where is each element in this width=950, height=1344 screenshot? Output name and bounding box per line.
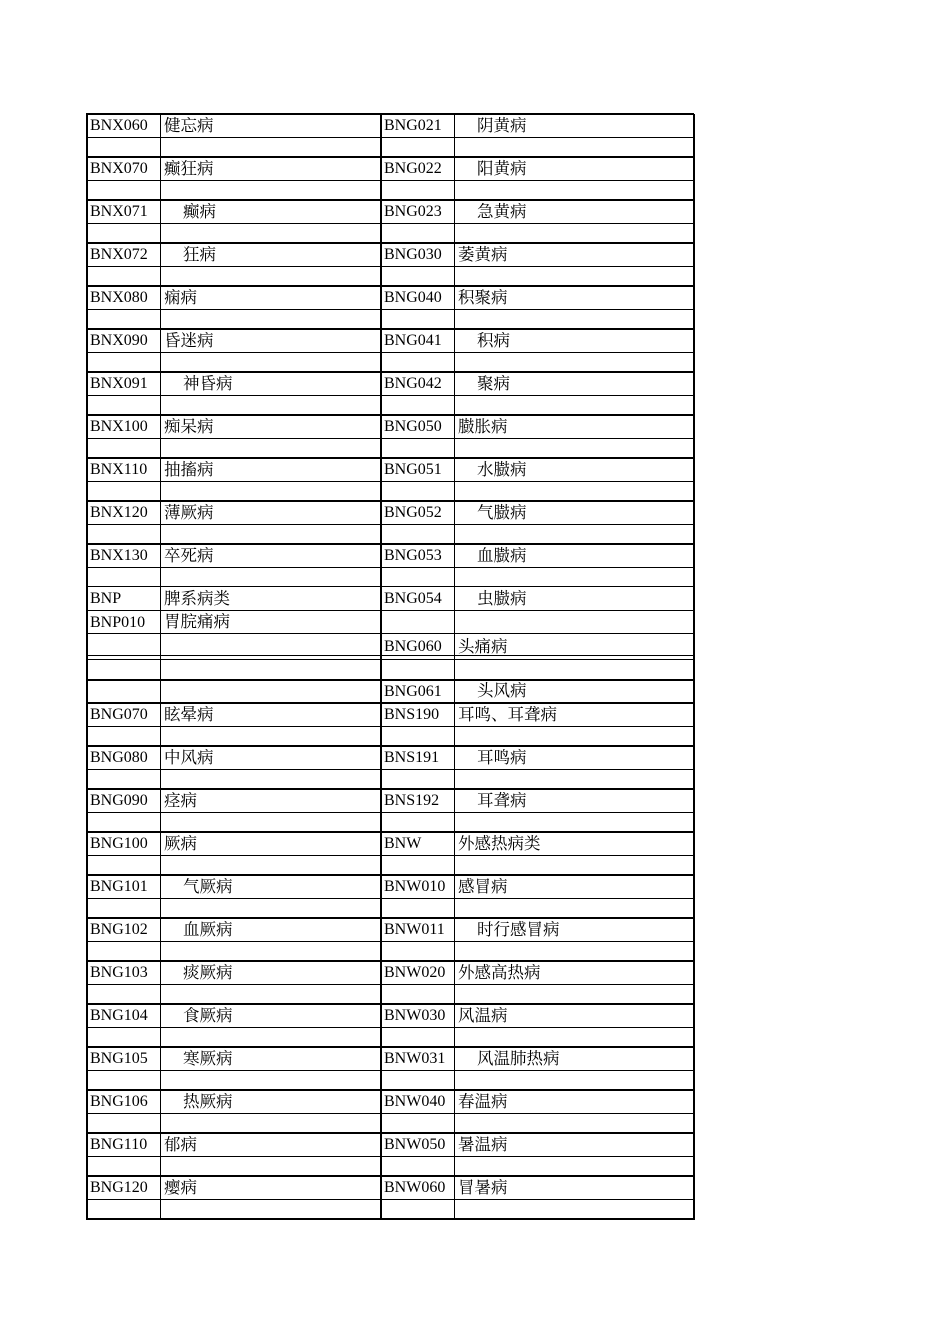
right-code-cell: BNW031 — [384, 1050, 446, 1067]
left-name-cell: 卒死病 — [164, 545, 214, 565]
right-name-cell: 阴黄病 — [477, 115, 527, 135]
left-name-cell: 血厥病 — [183, 919, 233, 939]
right-name-cell: 耳聋病 — [477, 790, 527, 810]
right-code-cell: BNG053 — [384, 547, 442, 564]
right-code-cell: BNW050 — [384, 1136, 446, 1153]
left-name-cell: 痫病 — [164, 287, 197, 307]
right-name-cell — [454, 611, 694, 634]
left-code-cell: BNG080 — [90, 749, 148, 766]
left-name-cell: 胃脘痛病 — [164, 612, 230, 632]
left-name-cell: 健忘病 — [164, 115, 214, 135]
right-name-cell: 外感高热病 — [458, 962, 541, 982]
left-code-cell: BNG103 — [90, 964, 148, 981]
left-code-cell: BNG090 — [90, 792, 148, 809]
left-name-cell: 痰厥病 — [183, 962, 233, 982]
right-name-cell: 臌胀病 — [458, 416, 508, 436]
left-code-cell: BNG120 — [90, 1179, 148, 1196]
left-code-cell: BNX070 — [90, 160, 148, 177]
left-name-cell: 脾系病类 — [164, 588, 230, 608]
right-name-cell: 时行感冒病 — [477, 919, 560, 939]
right-code-cell: BNG041 — [384, 332, 442, 349]
right-code-cell: BNW020 — [384, 964, 446, 981]
left-name-cell — [160, 656, 380, 680]
left-name-cell: 眩晕病 — [164, 704, 214, 724]
right-name-cell: 耳鸣病 — [477, 747, 527, 767]
left-name-cell: 瘿病 — [164, 1177, 197, 1197]
right-code-cell: BNG051 — [384, 461, 442, 478]
right-code-cell: BNS192 — [384, 792, 440, 809]
right-code-cell: BNG030 — [384, 246, 442, 263]
left-code-cell: BNG106 — [90, 1093, 148, 1110]
right-name-cell: 冒暑病 — [458, 1177, 508, 1197]
left-code-cell: BNG104 — [90, 1007, 148, 1024]
left-name-cell: 昏迷病 — [164, 330, 214, 350]
left-name-cell: 癫病 — [183, 201, 216, 221]
right-name-cell: 风温肺热病 — [477, 1048, 560, 1068]
right-code-cell: BNG061 — [384, 682, 442, 700]
disease-code-table — [86, 114, 694, 1220]
left-code-cell: BNG102 — [90, 921, 148, 938]
left-code-cell: BNX071 — [90, 203, 148, 220]
left-code-cell — [86, 656, 160, 680]
right-code-cell: BNG054 — [384, 590, 442, 607]
left-code-cell: BNX130 — [90, 547, 148, 564]
right-name-cell: 头痛病 — [458, 636, 508, 656]
right-name-cell: 春温病 — [458, 1091, 508, 1111]
left-name-cell — [160, 634, 380, 656]
right-code-cell: BNW030 — [384, 1007, 446, 1024]
left-name-cell: 中风病 — [164, 747, 214, 767]
right-name-cell: 虫臌病 — [477, 588, 527, 608]
left-code-cell: BNG070 — [90, 706, 148, 723]
left-name-cell: 郁病 — [164, 1134, 197, 1154]
left-name-cell: 癫狂病 — [164, 158, 214, 178]
left-code-cell: BNX080 — [90, 289, 148, 306]
left-code-cell — [86, 634, 160, 656]
right-code-cell: BNS191 — [384, 749, 440, 766]
right-name-cell: 阳黄病 — [477, 158, 527, 178]
left-name-cell: 热厥病 — [183, 1091, 233, 1111]
left-name-cell: 神昏病 — [183, 373, 233, 393]
right-name-cell: 血臌病 — [477, 545, 527, 565]
left-code-cell: BNP — [90, 590, 122, 607]
right-name-cell: 风温病 — [458, 1005, 508, 1025]
left-code-cell: BNG100 — [90, 835, 148, 852]
right-code-cell: BNW040 — [384, 1093, 446, 1110]
left-name-cell: 痉病 — [164, 790, 197, 810]
right-name-cell: 外感热病类 — [458, 833, 541, 853]
left-name-cell: 痴呆病 — [164, 416, 214, 436]
right-name-cell: 积病 — [477, 330, 510, 350]
left-name-cell: 狂病 — [183, 244, 216, 264]
right-name-cell: 急黄病 — [477, 201, 527, 221]
right-name-cell: 耳鸣、耳聋病 — [458, 704, 557, 724]
right-code-cell: BNG022 — [384, 160, 442, 177]
left-code-cell: BNX110 — [90, 461, 148, 478]
right-code-cell: BNW — [384, 835, 422, 852]
left-code-cell: BNX120 — [90, 504, 148, 521]
right-code-cell: BNS190 — [384, 706, 440, 723]
left-name-cell: 寒厥病 — [183, 1048, 233, 1068]
left-name-cell: 薄厥病 — [164, 502, 214, 522]
right-code-cell: BNG023 — [384, 203, 442, 220]
right-name-cell: 感冒病 — [458, 876, 508, 896]
left-code-cell: BNG110 — [90, 1136, 148, 1153]
right-code-cell: BNG050 — [384, 418, 442, 435]
right-code-cell: BNW011 — [384, 921, 445, 938]
right-code-cell: BNG021 — [384, 117, 442, 134]
left-code-cell: BNX100 — [90, 418, 148, 435]
right-code-cell — [380, 611, 454, 634]
right-code-cell: BNG060 — [384, 638, 442, 655]
left-name-cell: 气厥病 — [183, 876, 233, 896]
left-code-cell: BNX091 — [90, 375, 148, 392]
left-code-cell: BNX060 — [90, 117, 148, 134]
left-name-cell: 抽搐病 — [164, 459, 214, 479]
left-name-cell: 食厥病 — [183, 1005, 233, 1025]
left-name-cell: 厥病 — [164, 833, 197, 853]
left-code-cell: BNP010 — [90, 613, 146, 631]
right-name-cell: 聚病 — [477, 373, 510, 393]
right-name-cell: 暑温病 — [458, 1134, 508, 1154]
right-code-cell: BNG040 — [384, 289, 442, 306]
row-border — [86, 1218, 694, 1220]
right-code-cell: BNW060 — [384, 1179, 446, 1196]
right-code-cell: BNG052 — [384, 504, 442, 521]
right-code-cell: BNW010 — [384, 878, 446, 895]
left-code-cell: BNX090 — [90, 332, 148, 349]
right-name-cell: 萎黄病 — [458, 244, 508, 264]
right-code-cell: BNG042 — [384, 375, 442, 392]
right-name-cell: 积聚病 — [458, 287, 508, 307]
left-code-cell: BNG101 — [90, 878, 148, 895]
left-code-cell: BNG105 — [90, 1050, 148, 1067]
right-name-cell: 头风病 — [477, 681, 527, 701]
right-name-cell: 水臌病 — [477, 459, 527, 479]
right-name-cell: 气臌病 — [477, 502, 527, 522]
left-code-cell: BNX072 — [90, 246, 148, 263]
